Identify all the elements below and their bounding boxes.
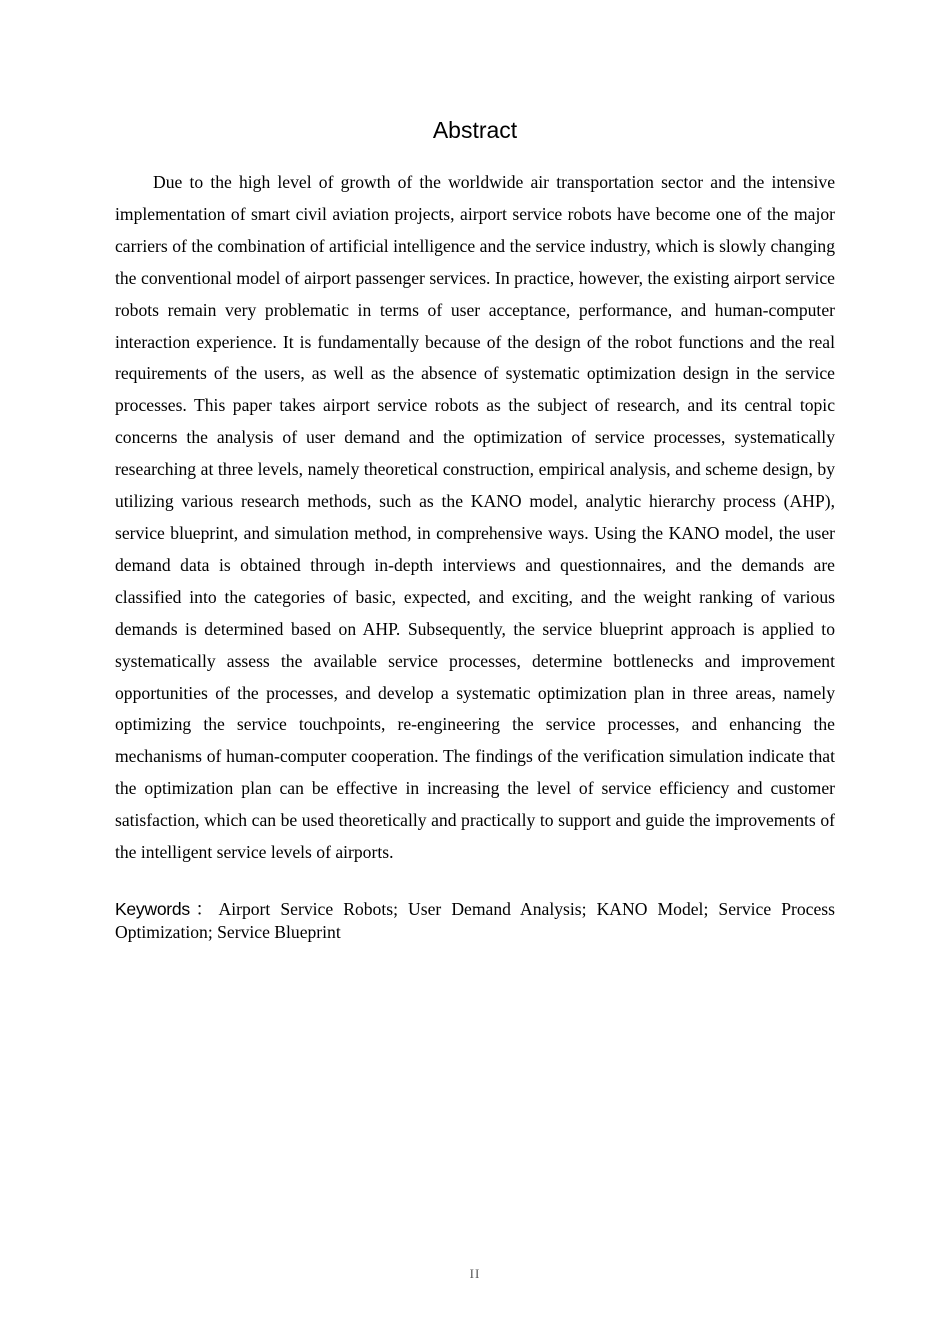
abstract-heading: Abstract: [432, 117, 518, 143]
keywords-label: Keywords：: [115, 899, 219, 919]
keywords-text: Airport Service Robots; User Demand Analysis; KANO Model; Service Process Optimization; Service Blueprint: [115, 899, 835, 942]
page-number: II: [469, 1266, 481, 1281]
abstract-paragraph: Due to the high level of growth of the worldwide air transportation sector and the intensive implementation of smart civil aviation projects, airport service robots have become one of the major carriers of the combination of artificial intelligence and the service industry, which is slowly changing the conventional model of airport passenger services. In practice, however, the existing airport service robots remain very problematic in terms of user acceptance, performance, and human-computer interaction experience. It is fundamentally because of the design of the robot functions and the real requirements of the users, as well as the absence of systematic optimization design in the service processes. This paper takes airport service robots as the subject of research, and its central topic concerns the analysis of user demand and the optimization of service processes, systematically researching at three levels, namely theoretical construction, empirical analysis, and scheme design, by utilizing various research methods, such as the KANO model, analytic hierarchy process (AHP), service blueprint, and simulation method, in comprehensive ways. Using the KANO model, the user demand data is obtained through in-depth interviews and questionnaires, and the demands are classified into the categories of basic, expected, and exciting, and the weight ranking of various demands is determined based on AHP. Subsequently, the service blueprint approach is applied to systematically assess the available service processes, determine bottlenecks and improvement opportunities of the processes, and develop a systematic optimization plan in three areas, namely optimizing the service touchpoints, re-engineering the service processes, and enhancing the mechanisms of human-computer cooperation. The findings of the verification simulation indicate that the optimization plan can be effective in increasing the level of service efficiency and customer satisfaction, which can be used theoretically and practically to support and guide the improvements of the intelligent service levels of airports.: [115, 172, 835, 863]
keywords-line: [115, 898, 835, 944]
